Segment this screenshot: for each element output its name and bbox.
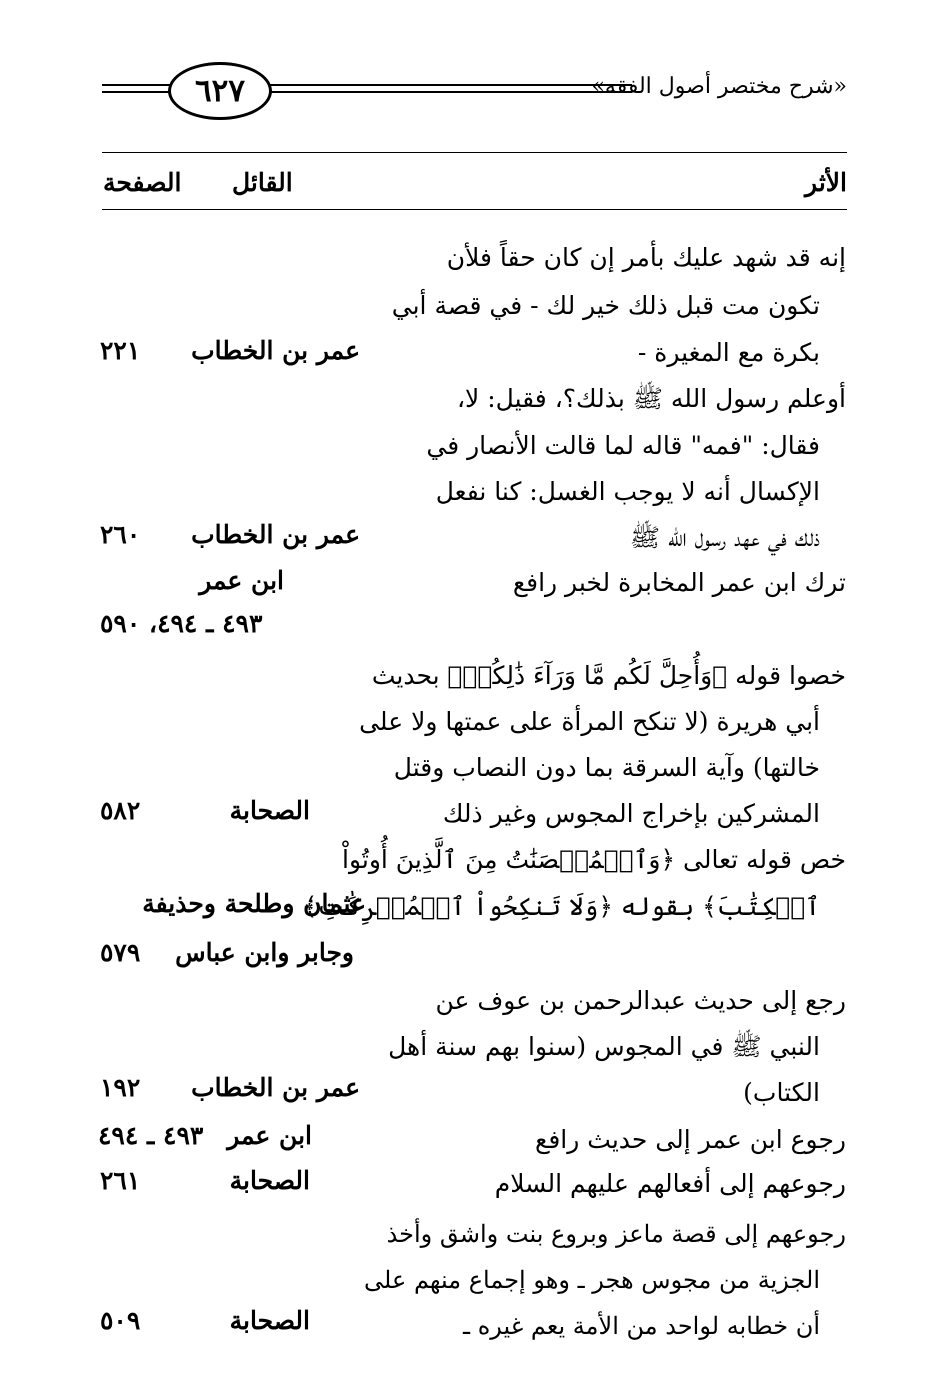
entry-1-page: ٢٢١ bbox=[100, 336, 141, 365]
entry-4-page: ٥٨٢ bbox=[100, 796, 141, 825]
entry-2-line-3: الإكسال أنه لا يوجب الغسل: كنا نفعل bbox=[435, 477, 820, 506]
page-number: ٦٢٧ bbox=[195, 73, 245, 109]
entry-3-speaker: ابن عمر bbox=[199, 566, 284, 595]
entry-9-line-1: رجوعهم إلى قصة ماعز وبروع بنت واشق وأخذ bbox=[386, 1220, 846, 1248]
book-title: «شرح مختصر أصول الفقه» bbox=[591, 74, 847, 99]
entry-9-page: ٥٠٩ bbox=[100, 1306, 141, 1335]
entry-2-page: ٢٦٠ bbox=[100, 520, 141, 549]
entry-8-line-1: رجوعهم إلى أفعالهم عليهم السلام bbox=[494, 1169, 846, 1198]
entry-5-page: ٥٧٩ bbox=[100, 938, 141, 967]
entry-6-line-1: رجع إلى حديث عبدالرحمن بن عوف عن bbox=[435, 986, 846, 1015]
page-number-oval bbox=[168, 62, 272, 120]
entry-2-line-4: ذلك في عهد رسول الله ﷺ bbox=[629, 523, 820, 552]
header-rule-mid-bottom bbox=[270, 91, 632, 93]
entry-3-page: ٤٩٣ ـ ٤٩٤، ٥٩٠ bbox=[100, 609, 263, 638]
column-header-athar: الأثر bbox=[805, 168, 847, 197]
entry-1-line-2: تكون مت قبل ذلك خير لك - في قصة أبي bbox=[391, 291, 820, 320]
column-header-safha: الصفحة bbox=[103, 168, 182, 197]
entry-2-line-2: فقال: "فمه" قاله لما قالت الأنصار في bbox=[426, 431, 820, 460]
header-separator-bottom bbox=[102, 209, 847, 210]
entry-5-line-2: ٱلۡكِتَٰبَ﴾ بقوله ﴿وَلَا تَنكِحُواْ ٱلۡمُشۡرِكَٰتِ﴾ bbox=[302, 892, 820, 921]
header-rule-left-bottom bbox=[102, 91, 172, 93]
header-rule-mid-top bbox=[270, 84, 632, 86]
entry-5-speaker-line-2: وجابر وابن عباس bbox=[175, 938, 354, 967]
entry-7-page: ٤٩٣ ـ ٤٩٤ bbox=[98, 1121, 204, 1150]
entry-9-line-3: أن خطابه لواحد من الأمة يعم غيره ـ bbox=[463, 1312, 820, 1340]
entry-6-speaker: عمر بن الخطاب bbox=[191, 1073, 360, 1102]
entry-6-page: ١٩٢ bbox=[100, 1073, 141, 1102]
entry-2-speaker: عمر بن الخطاب bbox=[191, 520, 360, 549]
entry-1-speaker: عمر بن الخطاب bbox=[191, 336, 360, 365]
column-header-qail: القائل bbox=[232, 168, 293, 197]
entry-2-line-1: أوعلم رسول الله ﷺ بذلك؟، فقيل: لا، bbox=[456, 384, 846, 413]
entry-4-speaker: الصحابة bbox=[229, 796, 310, 825]
entry-5-speaker-line-1: عثمان وطلحة وحذيفة bbox=[142, 889, 366, 918]
entry-4-line-2: أبي هريرة (لا تنكح المرأة على عمتها ولا على bbox=[359, 707, 820, 736]
header-rule-left-top bbox=[102, 84, 172, 86]
entry-3-line-1: ترك ابن عمر المخابرة لخبر رافع bbox=[512, 568, 846, 597]
entry-6-line-2: النبي ﷺ في المجوس (سنوا بهم سنة أهل bbox=[388, 1032, 820, 1061]
entry-9-line-2: الجزية من مجوس هجر ـ وهو إجماع منهم على bbox=[364, 1266, 820, 1294]
entry-8-speaker: الصحابة bbox=[229, 1166, 310, 1195]
entry-1-line-3: بكرة مع المغيرة - bbox=[637, 338, 820, 367]
entry-8-page: ٢٦١ bbox=[100, 1166, 141, 1195]
entry-7-speaker: ابن عمر bbox=[227, 1121, 312, 1150]
entry-5-line-1: خص قوله تعالى ﴿وَٱلۡمُحۡصَنَٰتُ مِنَ ٱلَّذِينَ أُوتُواْ bbox=[342, 845, 846, 874]
entry-4-line-3: خالتها) وآية السرقة بما دون النصاب وقتل bbox=[393, 753, 820, 782]
header-separator-top bbox=[102, 152, 847, 153]
entry-4-line-1: خصوا قوله ﴿وَأُحِلَّ لَكُم مَّا وَرَآءَ ذَٰلِكُمۡ﴾ بحديث bbox=[371, 661, 846, 690]
entry-9-speaker: الصحابة bbox=[229, 1306, 310, 1335]
entry-6-line-3: الكتاب) bbox=[743, 1078, 820, 1107]
entry-7-line-1: رجوع ابن عمر إلى حديث رافع bbox=[535, 1125, 846, 1154]
entry-4-line-4: المشركين بإخراج المجوس وغير ذلك bbox=[442, 799, 820, 828]
entry-1-line-1: إنه قد شهد عليك بأمر إن كان حقاً فلأن bbox=[446, 243, 846, 272]
